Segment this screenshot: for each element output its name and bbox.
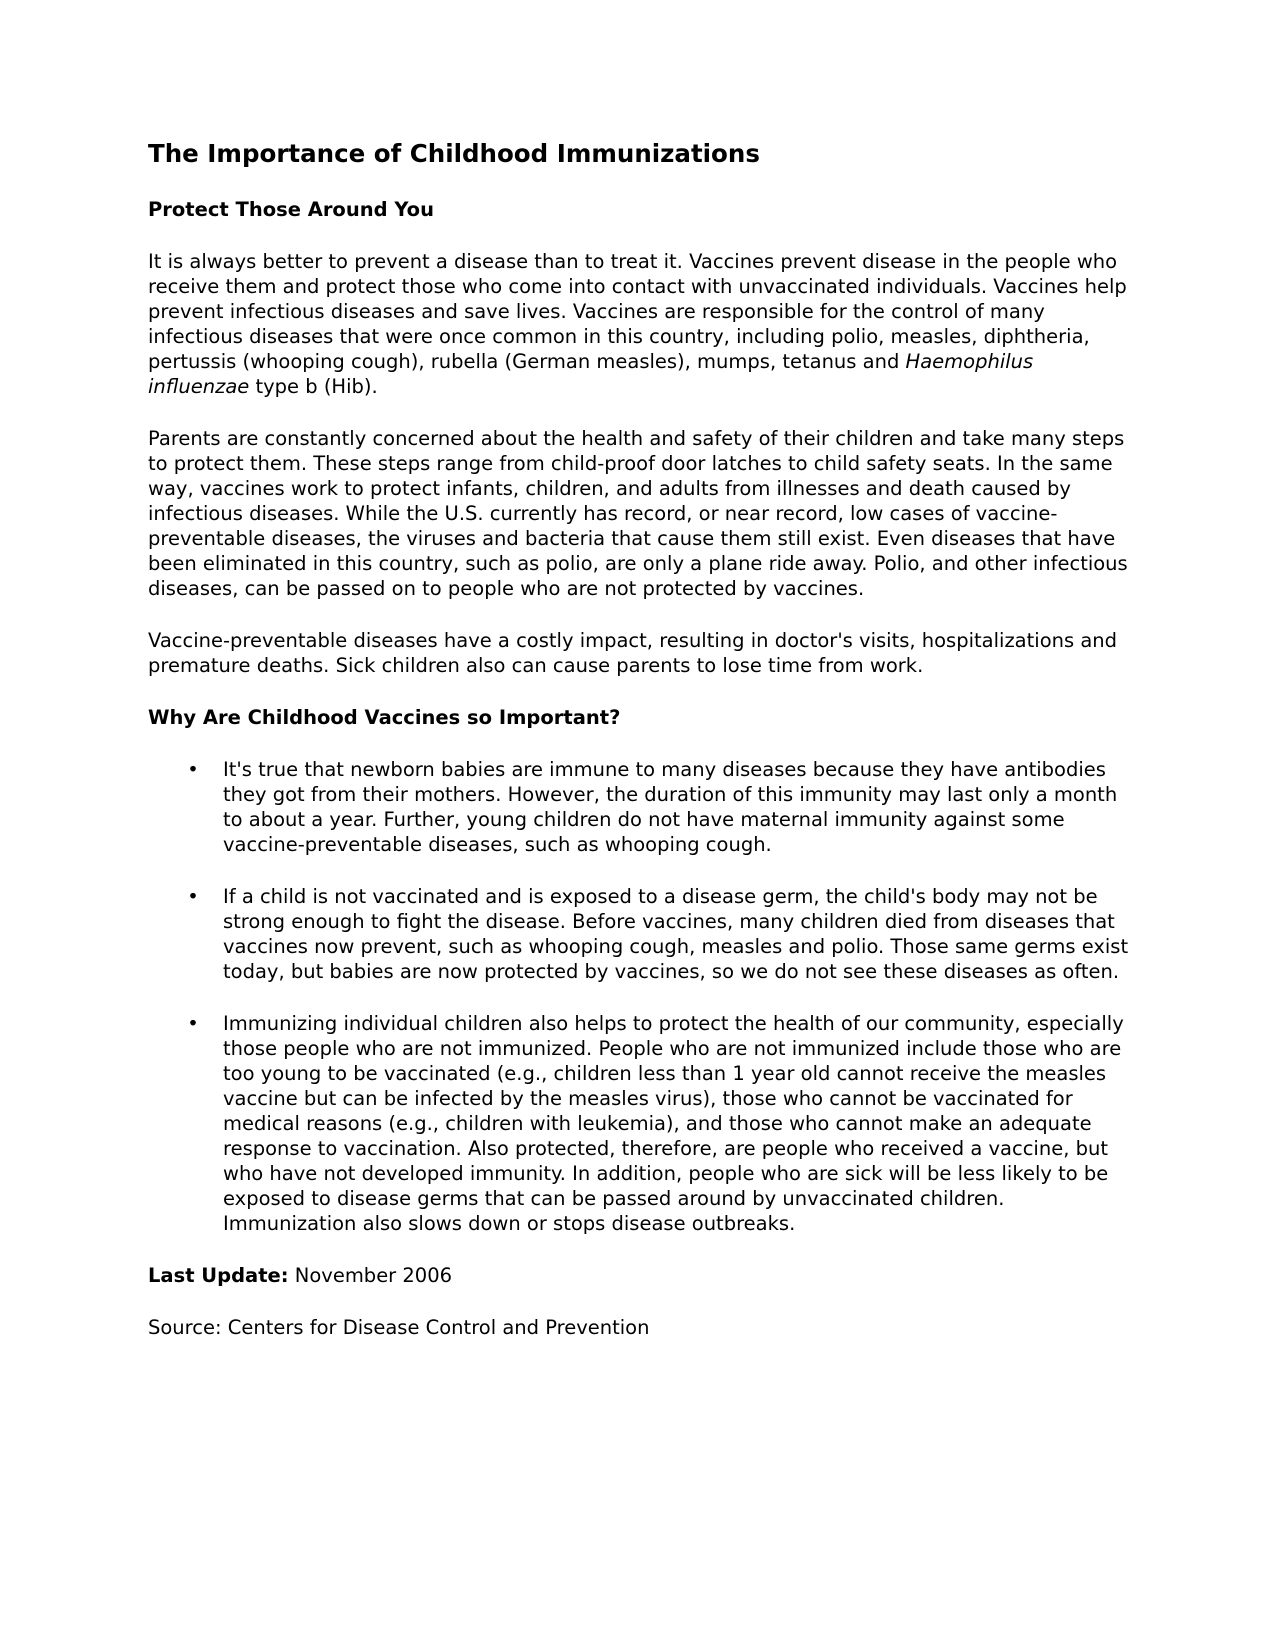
bullet-icon: • xyxy=(187,758,199,781)
bullet-icon: • xyxy=(187,1012,199,1035)
list-item-text: It's true that newborn babies are immune to many diseases because they have antibodies they got from their mothers. However, the duration of this immunity may last only a month to about a year. Further, young children do not have maternal immunity against some vaccine-preventable diseases, such as whooping cough. xyxy=(223,758,1118,856)
last-update-label: Last Update: xyxy=(148,1264,289,1287)
list-item xyxy=(148,757,1133,857)
list-item xyxy=(148,884,1133,984)
paragraph-costs: Vaccine-preventable diseases have a costly impact, resulting in doctor's visits, hospitalizations and premature deaths. Sick children also can cause parents to lose time from work. xyxy=(148,629,1118,677)
section-heading-why: Why Are Childhood Vaccines so Important? xyxy=(148,706,621,729)
italic-species-name: Haemophilus influenzae xyxy=(148,350,1034,398)
paragraph-parents: Parents are constantly concerned about the health and safety of their children and take many steps to protect them. These steps range from child-proof door latches to child safety seats. In the same way, vaccines work to protect infants, children, and adults from illnesses and death caused by infectious diseases. While the U.S. currently has record, or near record, low cases of vaccine-preventable diseases, the viruses and bacteria that cause them still exist. Even diseases that have been eliminated in this country, such as polio, are only a plane ride away. Polio, and other infectious diseases, can be passed on to people who are not protected by vaccines. xyxy=(148,427,1128,600)
source-line: Source: Centers for Disease Control and Prevention xyxy=(148,1316,650,1339)
paragraph-prevention xyxy=(148,249,1133,399)
list-item-text: If a child is not vaccinated and is exposed to a disease germ, the child's body may not be strong enough to fight the disease. Before vaccines, many children died from diseases that vaccines now prevent, such as whooping cough, measles and polio. Those same germs exist today, but babies are now protected by vaccines, so we do not see these diseases as often. xyxy=(223,885,1129,983)
paragraph-prevention-tail: type b (Hib). xyxy=(249,375,378,398)
last-update-value: November 2006 xyxy=(288,1264,453,1287)
page-title: The Importance of Childhood Immunizations xyxy=(148,139,760,168)
bullet-icon: • xyxy=(187,885,199,908)
document-page xyxy=(148,138,1133,1367)
section-heading-protect: Protect Those Around You xyxy=(148,198,434,221)
list-item xyxy=(148,1011,1133,1236)
last-update xyxy=(148,1263,1133,1288)
bullet-list xyxy=(148,757,1133,1236)
paragraph-prevention-text: It is always better to prevent a disease than to treat it. Vaccines prevent disease in the people who receive them and protect those who come into contact with unvaccinated individuals. Vaccines help prevent infectious diseases and save lives. Vaccines are responsible for the control of many infectious diseases that were once common in this country, including polio, measles, diphtheria, pertussis (whooping cough), rubella (German measles), mumps, tetanus and xyxy=(148,250,1127,373)
list-item-text: Immunizing individual children also helps to protect the health of our community, especially those people who are not immunized. People who are not immunized include those who are too young to be vaccinated (e.g., children less than 1 year old cannot receive the measles vaccine but can be infected by the measles virus), those who cannot be vaccinated for medical reasons (e.g., children with leukemia), and those who cannot make an adequate response to vaccination. Also protected, therefore, are people who received a vaccine, but who have not developed immunity. In addition, people who are sick will be less likely to be exposed to disease germs that can be passed around by unvaccinated children. Immunization also slows down or stops disease outbreaks. xyxy=(223,1012,1124,1235)
